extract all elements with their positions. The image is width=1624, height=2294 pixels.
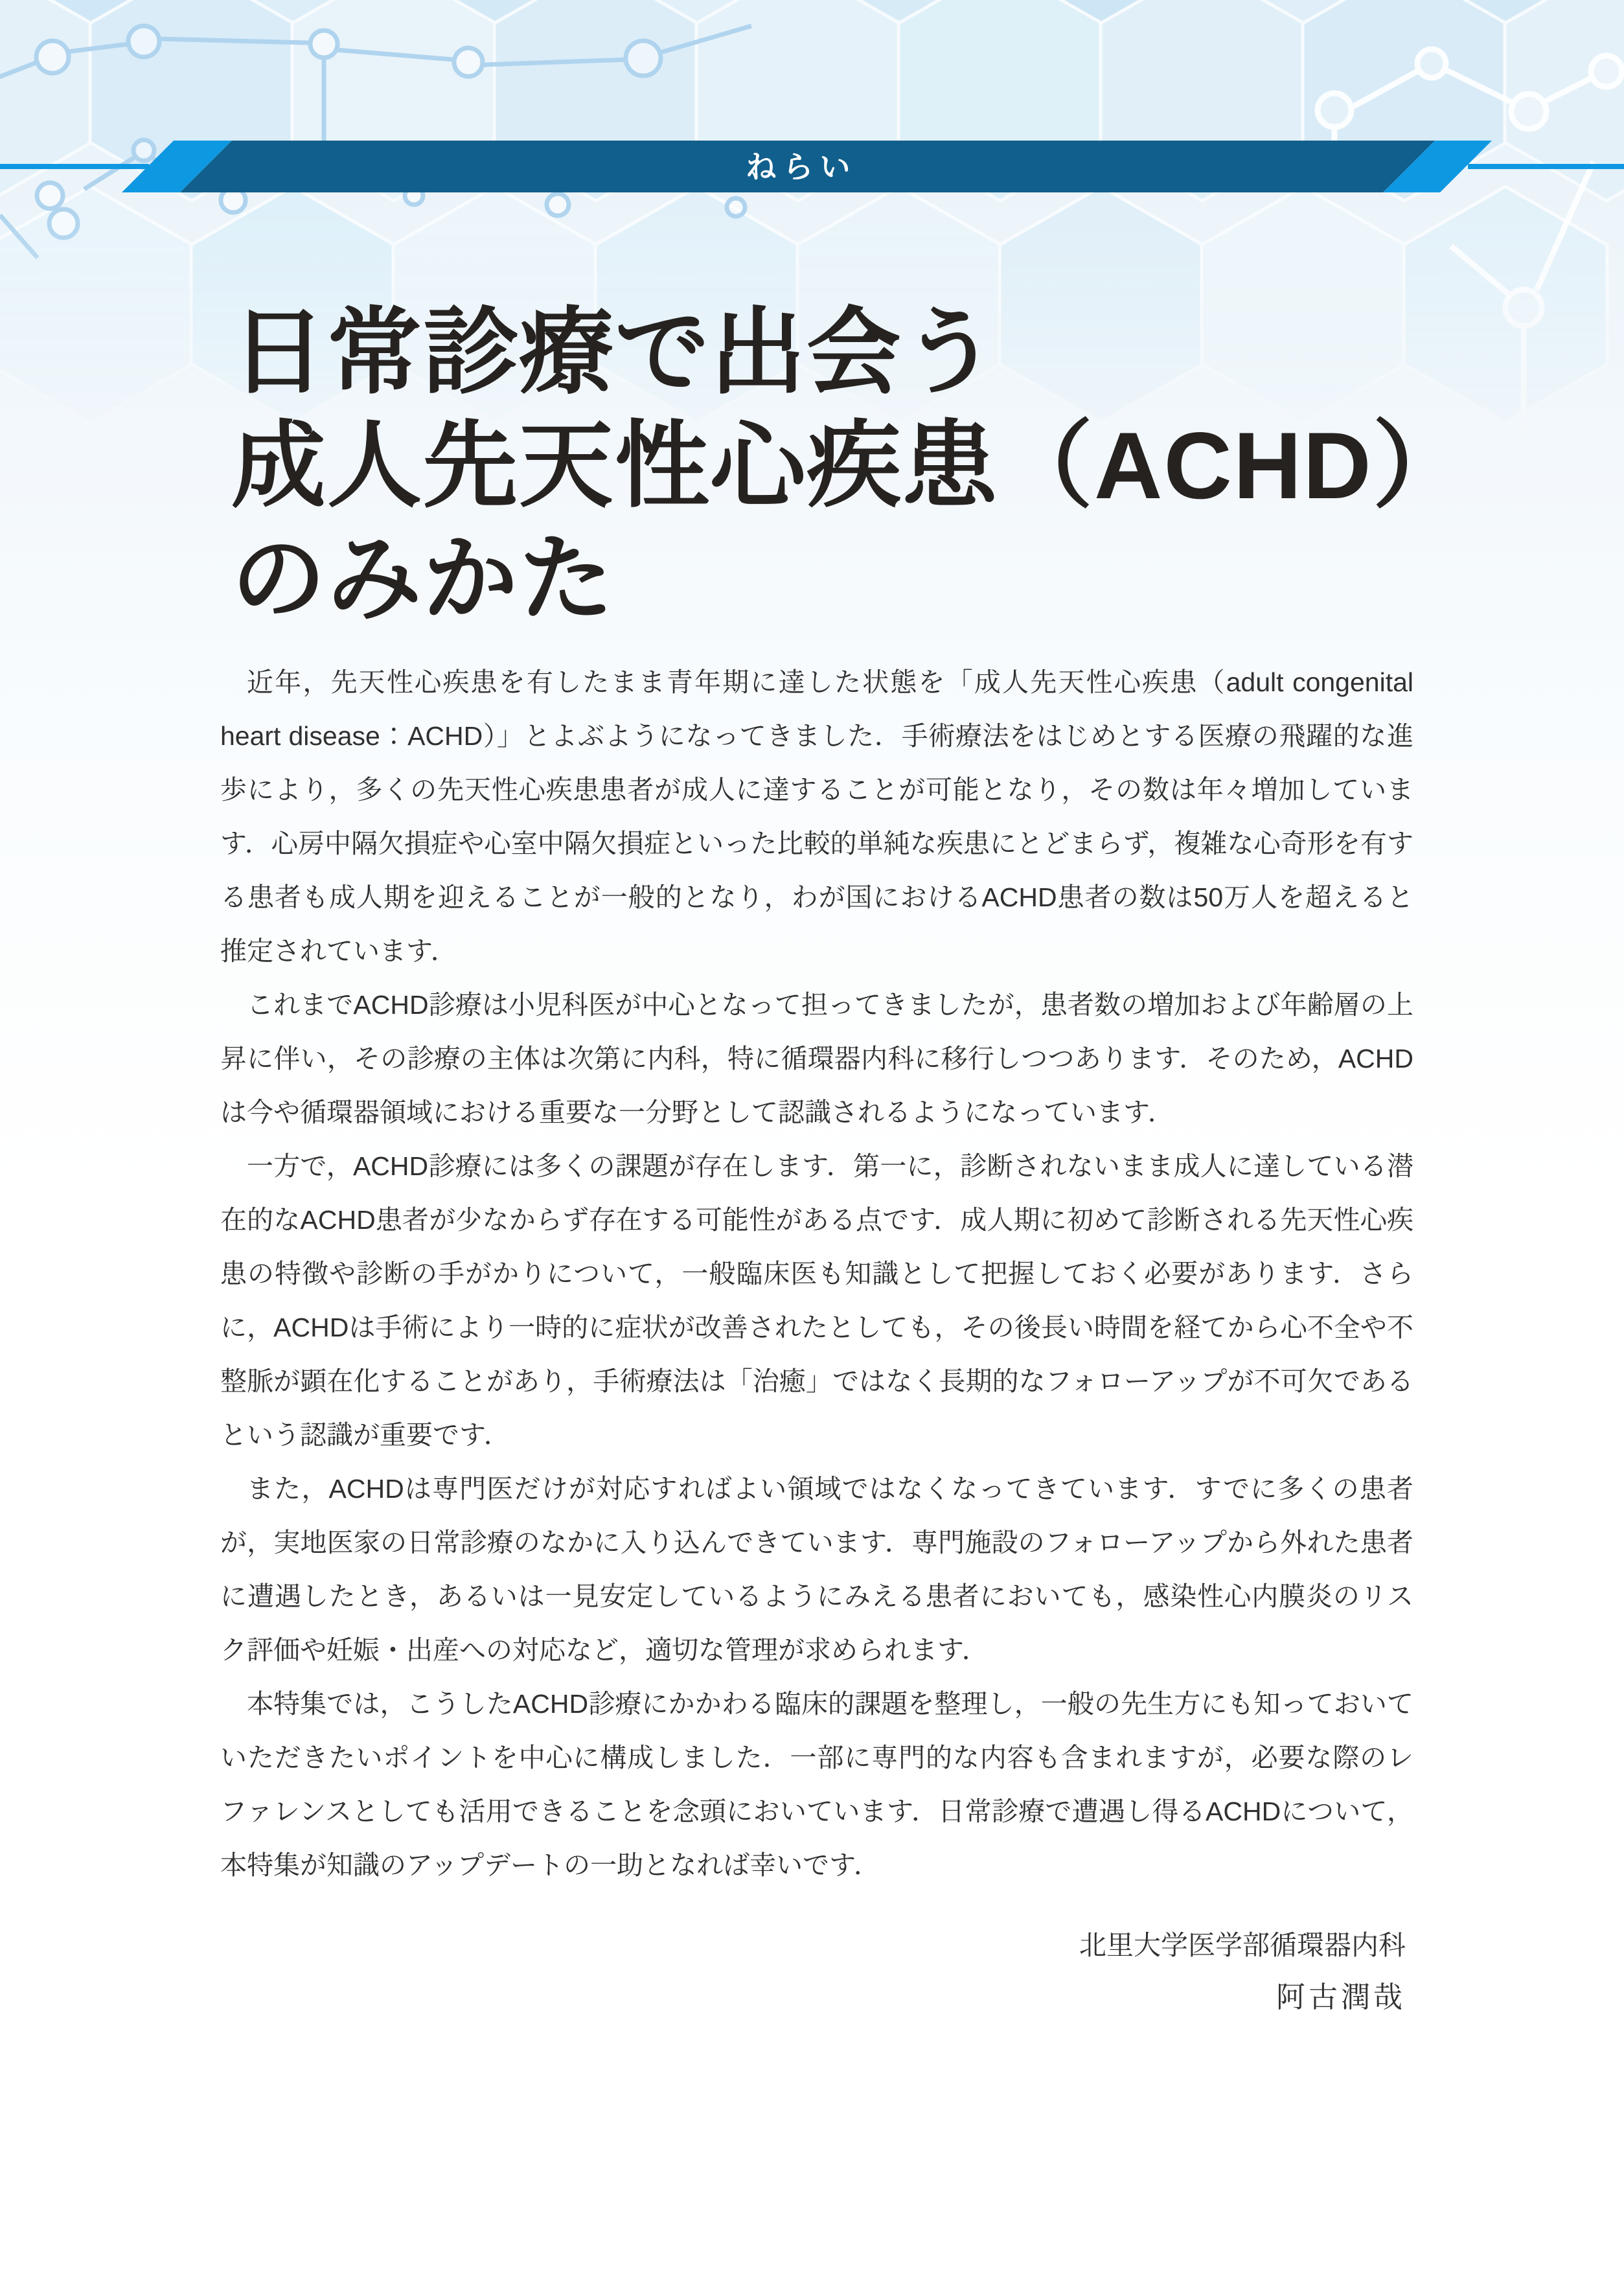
title-line-2: 成人先天性心疾患（ACHD） bbox=[231, 412, 1469, 518]
banner-right-line bbox=[1468, 164, 1624, 169]
banner-left-line bbox=[0, 164, 149, 169]
paragraph-1: 近年，先天性心疾患を有したまま青年期に達した状態を「成人先天性心疾患（adult congenital heart disease：ACHD）」とよぶようになってきました．手術療法をはじめとする医療の飛躍的な進歩により，多くの先天性心疾患患者が成人に達することが可能となり，その数は年々増加しています．心房中隔欠損症や心室中隔欠損症といった比較的単純な疾患にとどまらず，複雑な心奇形を有する患者も成人期を迎えることが一般的となり，わが国におけるACHD患者の数は50万人を超えると推定されています． bbox=[220, 667, 1413, 966]
title-line-1: 日常診療で出会う bbox=[231, 299, 998, 405]
paragraph-2: これまでACHD診療は小児科医が中心となって担ってきましたが，患者数の増加および年齢層の上昇に伴い，その診療の主体は次第に内科，特に循環器内科に移行しつつあります．そのため，ACHDは今や循環器領域における重要な一分野として認識されるようになっています． bbox=[220, 990, 1413, 1127]
author-affiliation: 北里大学医学部循環器内科 bbox=[1079, 1930, 1406, 1960]
author-name: 阿古潤哉 bbox=[1275, 1980, 1406, 2013]
banner-label: ねらい bbox=[746, 150, 857, 184]
section-banner bbox=[0, 0, 1624, 207]
body-text bbox=[220, 656, 1413, 1892]
page-title bbox=[231, 295, 1469, 636]
paragraph-4: また，ACHDは専門医だけが対応すればよい領域ではなくなってきています．すでに多くの患者が，実地医家の日常診療のなかに入り込んできています．専門施設のフォローアップから外れた患者に遭遇したとき，あるいは一見安定しているようにみえる患者においても，感染性心内膜炎のリスク評価や妊娠・出産への対応など，適切な管理が求められます． bbox=[220, 1474, 1413, 1665]
attribution bbox=[220, 1920, 1406, 2023]
paragraph-3: 一方で，ACHD診療には多くの課題が存在します．第一に，診断されないまま成人に達している潜在的なACHD患者が少なからず存在する可能性がある点です．成人期に初めて診断される先天性心疾患の特徴や診断の手がかりについて，一般臨床医も知識として把握しておく必要があります．さらに，ACHDは手術により一時的に症状が改善されたとしても，その後長い時間を経てから心不全や不整脈が顕在化することがあり，手術療法は「治癒」ではなく長期的なフォローアップが不可欠であるという認識が重要です． bbox=[220, 1151, 1413, 1450]
paragraph-5: 本特集では，こうしたACHD診療にかかわる臨床的課題を整理し，一般の先生方にも知っておいていただきたいポイントを中心に構成しました．一部に専門的な内容も含まれますが，必要な際のレファレンスとしても活用できることを念頭においています．日常診療で遭遇し得るACHDについて，本特集が知識のアップデートの一助となれば幸いです． bbox=[220, 1689, 1413, 1880]
title-line-3: のみかた bbox=[231, 525, 615, 632]
